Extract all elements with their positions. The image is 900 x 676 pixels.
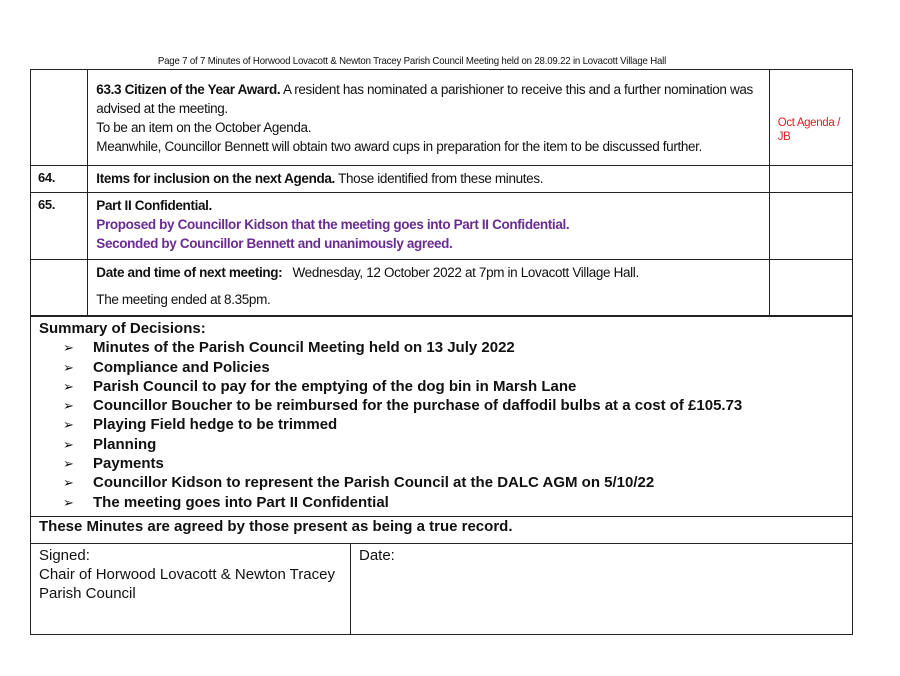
item-number [31, 70, 88, 166]
page-header: Page 7 of 7 Minutes of Horwood Lovacott & Newton Tracey Parish Council Meeting held on 28.09.22 in Lovacott Village Hall [157, 55, 667, 67]
arrow-bullet-icon: ➢ [63, 417, 74, 433]
minutes-row-65 [31, 193, 853, 260]
minutes-items-table [30, 69, 853, 316]
item-text: To be an item on the October Agenda. [96, 120, 312, 135]
summary-of-decisions [31, 317, 853, 517]
minutes-row-next-meeting [31, 260, 853, 316]
arrow-bullet-icon: ➢ [63, 378, 74, 394]
date-label: Date: [359, 546, 395, 564]
agreement-row [31, 516, 853, 543]
summary-table [30, 316, 853, 635]
item-text: Those identified from these minutes. [338, 171, 544, 186]
chair-title: Chair of Horwood Lovacott & Newton Tracey Parish Council [39, 565, 335, 602]
arrow-bullet-icon: ➢ [63, 340, 74, 356]
item-text: Meanwhile, Councillor Bennett will obtain two award cups in preparation for the item to be discussed further. [96, 139, 702, 154]
next-meeting-label: Date and time of next meeting: [96, 265, 283, 280]
decision-item: ➢ Minutes of the Parish Council Meeting held on 13 July 2022 [63, 339, 515, 357]
seconded-text: Seconded by Councillor Bennett and unanimously agreed. [96, 236, 453, 251]
decision-item: ➢ The meeting goes into Part II Confidential [63, 493, 389, 511]
decision-item: ➢ Compliance and Policies [63, 358, 270, 376]
item-body [88, 193, 769, 260]
item-title: Part II Confidential. [96, 198, 212, 213]
signed-cell [31, 543, 351, 634]
proposal-text: Proposed by Councillor Kidson that the meeting goes into Part II Confidential. [96, 217, 570, 232]
signature-row [31, 543, 853, 634]
action-note: Oct Agenda / JB [769, 70, 852, 166]
minutes-row-63-3 [31, 70, 853, 166]
item-title: 63.3 Citizen of the Year Award. [96, 82, 281, 97]
decision-item: ➢ Planning [63, 435, 157, 453]
item-number: 64. [31, 166, 88, 193]
item-number: 65. [31, 193, 88, 260]
meeting-ended-text: The meeting ended at 8.35pm. [96, 292, 271, 307]
decision-item: ➢ Councillor Kidson to represent the Parish Council at the DALC AGM on 5/10/22 [63, 474, 655, 492]
item-number [31, 260, 88, 316]
arrow-bullet-icon: ➢ [63, 475, 74, 491]
next-meeting-value: Wednesday, 12 October 2022 at 7pm in Lovacott Village Hall. [292, 265, 639, 280]
decision-item: ➢ Councillor Boucher to be reimbursed for the purchase of daffodil bulbs at a cost of £105.73 [63, 397, 743, 415]
summary-row [31, 317, 853, 517]
date-cell [351, 543, 853, 634]
decision-item: ➢ Playing Field hedge to be trimmed [63, 416, 338, 434]
decisions-list [39, 338, 844, 512]
signed-label: Signed: [39, 546, 90, 564]
arrow-bullet-icon: ➢ [63, 456, 74, 472]
arrow-bullet-icon: ➢ [63, 359, 74, 375]
arrow-bullet-icon: ➢ [63, 398, 74, 414]
item-body [88, 260, 769, 316]
arrow-bullet-icon: ➢ [63, 494, 74, 510]
item-body [88, 70, 769, 166]
item-text: A resident has nominated a parishioner to receive this and a further nomination was advised at the meeting. [96, 82, 753, 116]
summary-heading: Summary of Decisions: [39, 320, 206, 337]
item-body [88, 166, 769, 193]
item-title: Items for inclusion on the next Agenda. [96, 171, 335, 186]
agreement-statement: These Minutes are agreed by those present as being a true record. [31, 516, 853, 543]
arrow-bullet-icon: ➢ [63, 436, 74, 452]
action-cell [769, 260, 852, 316]
decision-item: ➢ Payments [63, 455, 164, 473]
action-cell [769, 166, 852, 193]
action-cell [769, 193, 852, 260]
decision-item: ➢ Parish Council to pay for the emptying of the dog bin in Marsh Lane [63, 377, 577, 395]
minutes-row-64 [31, 166, 853, 193]
